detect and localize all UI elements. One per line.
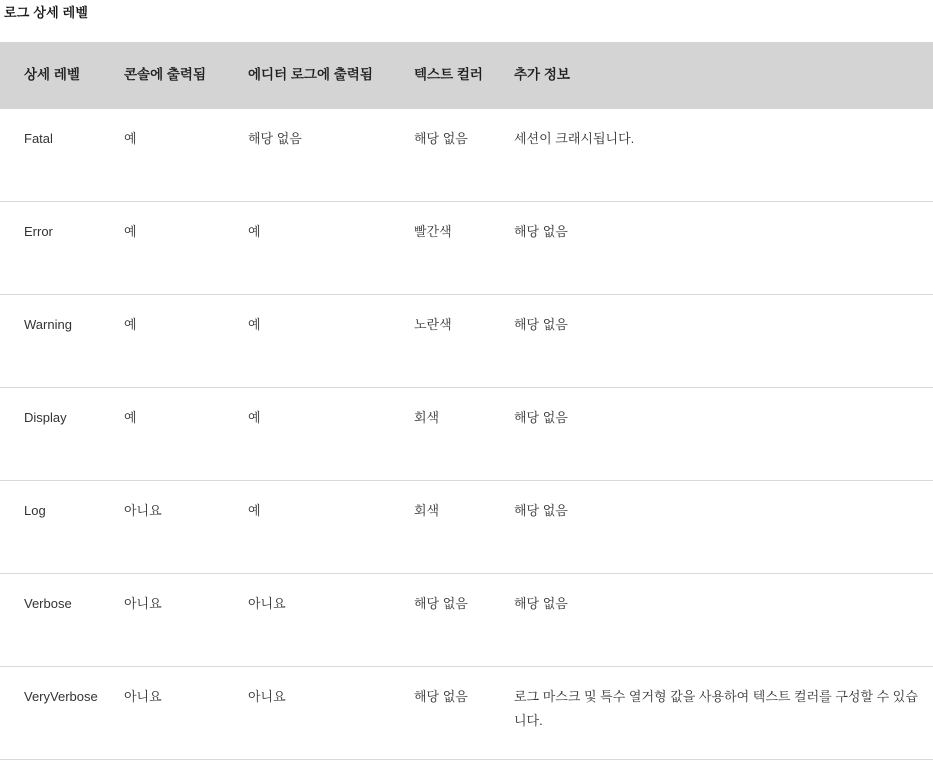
column-header-verbosity: 상세 레벨 [0, 42, 124, 109]
column-header-editor-log: 에디터 로그에 출력됨 [248, 42, 414, 109]
cell-notes: 해당 없음 [514, 388, 933, 481]
cell-text-color: 회색 [414, 481, 514, 574]
cell-notes: 해당 없음 [514, 202, 933, 295]
column-header-text-color: 텍스트 컬러 [414, 42, 514, 109]
cell-console: 예 [124, 109, 248, 202]
log-verbosity-table [0, 42, 933, 760]
table-row [0, 481, 933, 574]
column-header-console: 콘솔에 출력됨 [124, 42, 248, 109]
cell-console: 아니요 [124, 667, 248, 760]
table-row [0, 667, 933, 760]
cell-verbosity: Display [0, 388, 124, 481]
cell-notes: 세션이 크래시됩니다. [514, 109, 933, 202]
cell-text-color: 빨간색 [414, 202, 514, 295]
cell-editor-log: 예 [248, 388, 414, 481]
cell-verbosity: Log [0, 481, 124, 574]
cell-editor-log: 해당 없음 [248, 109, 414, 202]
cell-editor-log: 아니요 [248, 574, 414, 667]
cell-editor-log: 아니요 [248, 667, 414, 760]
cell-editor-log: 예 [248, 295, 414, 388]
table-row [0, 295, 933, 388]
cell-editor-log: 예 [248, 481, 414, 574]
cell-verbosity: VeryVerbose [0, 667, 124, 760]
cell-verbosity: Error [0, 202, 124, 295]
cell-text-color: 해당 없음 [414, 109, 514, 202]
cell-console: 아니요 [124, 481, 248, 574]
cell-console: 예 [124, 202, 248, 295]
table-row [0, 109, 933, 202]
table-body [0, 109, 933, 760]
cell-verbosity: Verbose [0, 574, 124, 667]
table-header [0, 42, 933, 109]
cell-text-color: 해당 없음 [414, 574, 514, 667]
table-row [0, 574, 933, 667]
cell-verbosity: Warning [0, 295, 124, 388]
cell-console: 아니요 [124, 574, 248, 667]
table-row [0, 202, 933, 295]
cell-verbosity: Fatal [0, 109, 124, 202]
cell-editor-log: 예 [248, 202, 414, 295]
cell-console: 예 [124, 295, 248, 388]
column-header-notes: 추가 정보 [514, 42, 933, 109]
cell-notes: 해당 없음 [514, 481, 933, 574]
table-header-row [0, 42, 933, 109]
cell-text-color: 해당 없음 [414, 667, 514, 760]
table-row [0, 388, 933, 481]
cell-text-color: 노란색 [414, 295, 514, 388]
cell-console: 예 [124, 388, 248, 481]
cell-notes: 로그 마스크 및 특수 열거형 값을 사용하여 텍스트 컬러를 구성할 수 있습니다. [514, 667, 933, 760]
cell-text-color: 회색 [414, 388, 514, 481]
table-caption: 로그 상세 레벨 [4, 5, 89, 20]
cell-notes: 해당 없음 [514, 574, 933, 667]
cell-notes: 해당 없음 [514, 295, 933, 388]
